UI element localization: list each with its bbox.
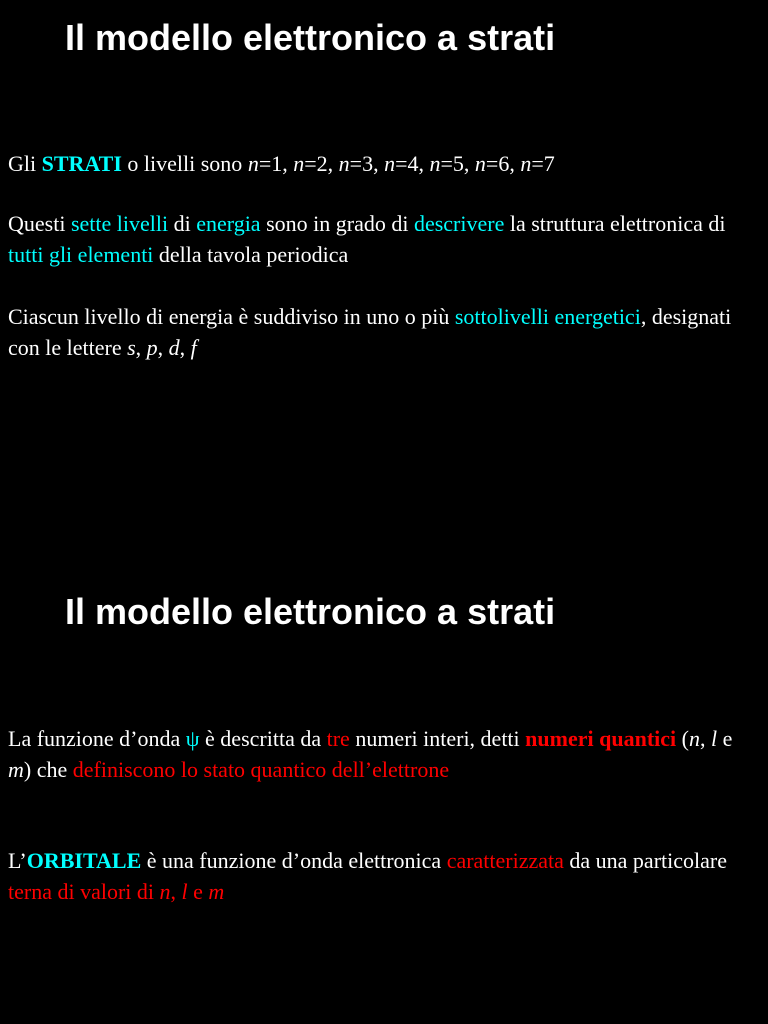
variable-n: n <box>338 151 350 176</box>
text: Questi <box>8 211 71 236</box>
letter-s: s <box>127 335 136 360</box>
slide2-orbitale-paragraph <box>8 845 760 907</box>
text: =5, <box>440 151 475 176</box>
energia-keyword: energia <box>196 211 261 236</box>
variable-n: n <box>247 151 259 176</box>
text: sono in grado di <box>260 211 414 236</box>
variable-n: n <box>688 726 700 751</box>
letter-p: p <box>146 335 158 360</box>
text: , <box>135 335 147 360</box>
text: e <box>717 726 733 751</box>
tutti-gli-elementi-keyword: tutti gli elementi <box>8 242 154 267</box>
text: Gli <box>8 151 42 176</box>
variable-n: n <box>429 151 441 176</box>
numeri-quantici-keyword: numeri quantici <box>525 726 677 751</box>
text: , <box>179 335 191 360</box>
descrivere-keyword: descrivere <box>413 211 505 236</box>
caratterizzata-keyword: caratterizzata <box>446 848 564 873</box>
text: , <box>170 879 182 904</box>
text: Ciascun livello di energia è suddiviso in uno o più <box>8 304 455 329</box>
slide2-wavefunction-paragraph <box>8 723 760 785</box>
text: e <box>187 879 209 904</box>
variable-m: m <box>208 879 225 904</box>
text: =1, <box>258 151 294 176</box>
text: =3, <box>349 151 385 176</box>
text: =4, <box>395 151 430 176</box>
slide1-sublevels-paragraph <box>8 301 760 363</box>
variable-n: n <box>474 151 486 176</box>
text: o livelli sono <box>121 151 248 176</box>
text: =7 <box>531 151 555 176</box>
terna-phrase: terna di valori di <box>8 879 160 904</box>
slide1-title: Il modello elettronico a strati <box>65 17 556 58</box>
text: è descritta da <box>199 726 327 751</box>
sette-livelli-keyword: sette livelli <box>70 211 169 236</box>
text: , <box>157 335 169 360</box>
variable-m: m <box>8 757 24 782</box>
text: è una funzione d’onda elettronica <box>141 848 447 873</box>
slide2-title: Il modello elettronico a strati <box>65 591 556 632</box>
variable-l: l <box>710 726 718 751</box>
text: , designati con le lettere <box>8 304 732 360</box>
text: della tavola periodica <box>153 242 349 267</box>
variable-n: n <box>384 151 396 176</box>
letter-d: d <box>168 335 180 360</box>
variable-n: n <box>520 151 532 176</box>
definiscono-phrase: definiscono lo stato quantico dell’elettrone <box>72 757 450 782</box>
variable-n: n <box>159 879 171 904</box>
text: di <box>168 211 197 236</box>
letter-f: f <box>190 335 197 360</box>
text: ( <box>676 726 689 751</box>
text: L’ <box>8 848 27 873</box>
text: numeri interi, detti <box>349 726 526 751</box>
text: , <box>699 726 711 751</box>
psi-symbol: ψ <box>185 726 200 751</box>
slide1-energy-levels-paragraph <box>8 208 760 270</box>
text: da una particolare <box>563 848 727 873</box>
strati-keyword: STRATI <box>41 151 122 176</box>
slide1-strati-paragraph <box>8 148 760 179</box>
text: ) che <box>23 757 73 782</box>
orbitale-keyword: ORBITALE <box>26 848 142 873</box>
sottolivelli-keyword: sottolivelli energetici <box>454 304 641 329</box>
text: =2, <box>304 151 339 176</box>
variable-l: l <box>181 879 188 904</box>
text: la struttura elettronica di <box>504 211 726 236</box>
variable-n: n <box>293 151 305 176</box>
text: =6, <box>485 151 521 176</box>
text: La funzione d’onda <box>8 726 186 751</box>
tre-keyword: tre <box>326 726 350 751</box>
